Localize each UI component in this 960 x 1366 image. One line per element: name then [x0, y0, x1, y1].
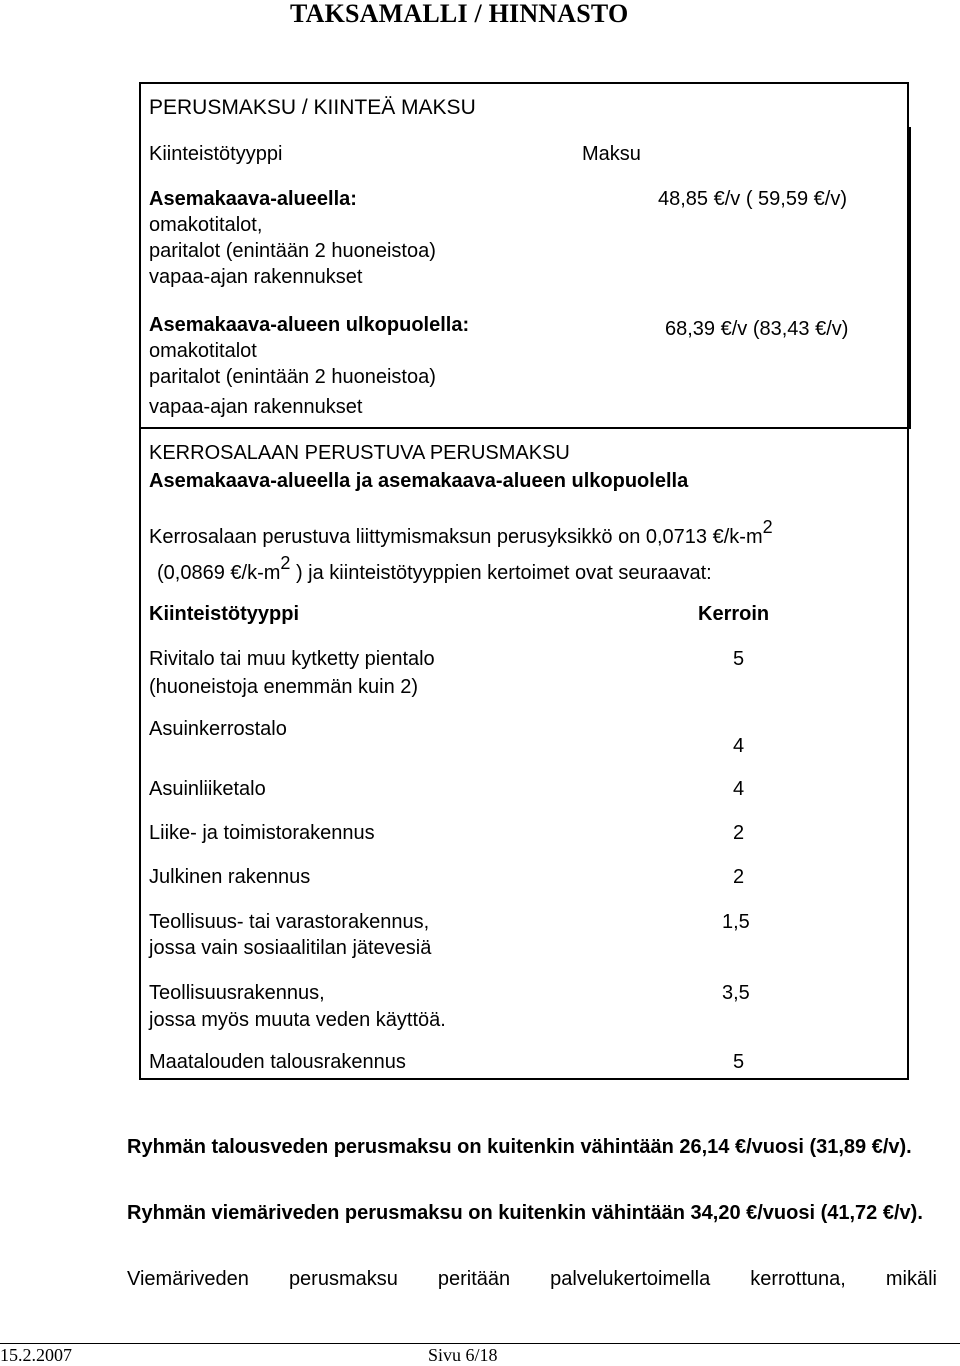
unit-price-text-2 — [157, 553, 712, 586]
unit-price-main: Kerrosalaan perustuva liittymismaksun perusyksikkö on 0,0713 €/k-m — [149, 526, 763, 548]
footer-page-number: Sivu 6/18 — [428, 1345, 498, 1365]
group2-line: omakotitalot — [149, 340, 257, 362]
group1-line: paritalot (enintään 2 huoneistoa) — [149, 240, 436, 262]
row-label-2: jossa vain sosiaalitilan jätevesiä — [149, 937, 432, 959]
row-factor: 5 — [733, 648, 745, 670]
section1-col-type: Kiinteistötyyppi — [149, 143, 283, 165]
group1-line: vapaa-ajan rakennukset — [149, 266, 363, 288]
group1-fee: 48,85 €/v ( 59,59 €/v) — [658, 188, 848, 210]
word: kerrottuna, — [750, 1268, 846, 1290]
group2-heading: Asemakaava-alueen ulkopuolella: — [149, 314, 470, 336]
word: Viemäriveden — [127, 1268, 249, 1290]
row-label-2: (huoneistoja enemmän kuin 2) — [149, 676, 419, 698]
section2-subheading: Asemakaava-alueella ja asemakaava-alueen ulkopuolella — [149, 470, 689, 492]
row-label: Teollisuus- tai varastorakennus, — [149, 911, 430, 933]
section2-heading: KERROSALAAN PERUSTUVA PERUSMAKSU — [149, 442, 570, 464]
word: palvelukertoimella — [550, 1268, 711, 1290]
row-factor: 4 — [733, 778, 745, 800]
row-label: Teollisuusrakennus, — [149, 982, 325, 1004]
sewer-rule-line — [127, 1266, 937, 1293]
group2-fee: 68,39 €/v (83,43 €/v) — [665, 318, 849, 340]
row-label: Julkinen rakennus — [149, 866, 311, 888]
unit-price-text — [149, 517, 773, 550]
row-factor: 2 — [733, 866, 745, 888]
row-factor: 4 — [733, 735, 745, 757]
section1-heading: PERUSMAKSU / KIINTEÄ MAKSU — [149, 96, 476, 119]
row-factor: 3,5 — [722, 982, 750, 1004]
row-label: Asuinkerrostalo — [149, 718, 287, 740]
table-right-edge — [909, 127, 911, 429]
section-divider — [139, 427, 909, 429]
group1-line: omakotitalot, — [149, 214, 263, 236]
footer-date: 15.2.2007 — [0, 1345, 72, 1365]
row-label: Liike- ja toimistorakennus — [149, 822, 375, 844]
row-factor: 2 — [733, 822, 745, 844]
unit-exponent: 2 — [280, 553, 291, 573]
page-title: TAKSAMALLI / HINNASTO — [290, 0, 629, 28]
group2-line: paritalot (enintään 2 huoneistoa) — [149, 366, 436, 388]
water-minimum-note: Ryhmän talousveden perusmaksu on kuitenkin vähintään 26,14 €/vuosi (31,89 €/v). — [127, 1136, 912, 1158]
row-factor: 1,5 — [722, 911, 750, 933]
section1-col-fee: Maksu — [582, 143, 641, 165]
unit-price-tail: ) ja kiinteistötyyppien kertoimet ovat seuraavat: — [295, 562, 712, 584]
group1-heading: Asemakaava-alueella: — [149, 188, 357, 210]
group2-line: vapaa-ajan rakennukset — [149, 396, 363, 418]
row-label: Rivitalo tai muu kytketty pientalo — [149, 648, 435, 670]
sewer-minimum-note: Ryhmän viemäriveden perusmaksu on kuitenkin vähintään 34,20 €/vuosi (41,72 €/v). — [127, 1202, 923, 1224]
row-label: Asuinliiketalo — [149, 778, 266, 800]
word: perusmaksu — [288, 1268, 398, 1290]
factor-col-type: Kiinteistötyyppi — [149, 603, 300, 625]
word: mikäli — [885, 1268, 937, 1290]
row-label: Maatalouden talousrakennus — [149, 1051, 406, 1073]
factor-col-factor: Kerroin — [698, 603, 770, 625]
unit-exponent: 2 — [762, 517, 773, 537]
footer-rule — [0, 1343, 960, 1344]
word: peritään — [437, 1268, 511, 1290]
row-label-2: jossa myös muuta veden käyttöä. — [149, 1009, 446, 1031]
row-factor: 5 — [733, 1051, 745, 1073]
unit-price-alt: (0,0869 €/k-m — [157, 562, 281, 584]
